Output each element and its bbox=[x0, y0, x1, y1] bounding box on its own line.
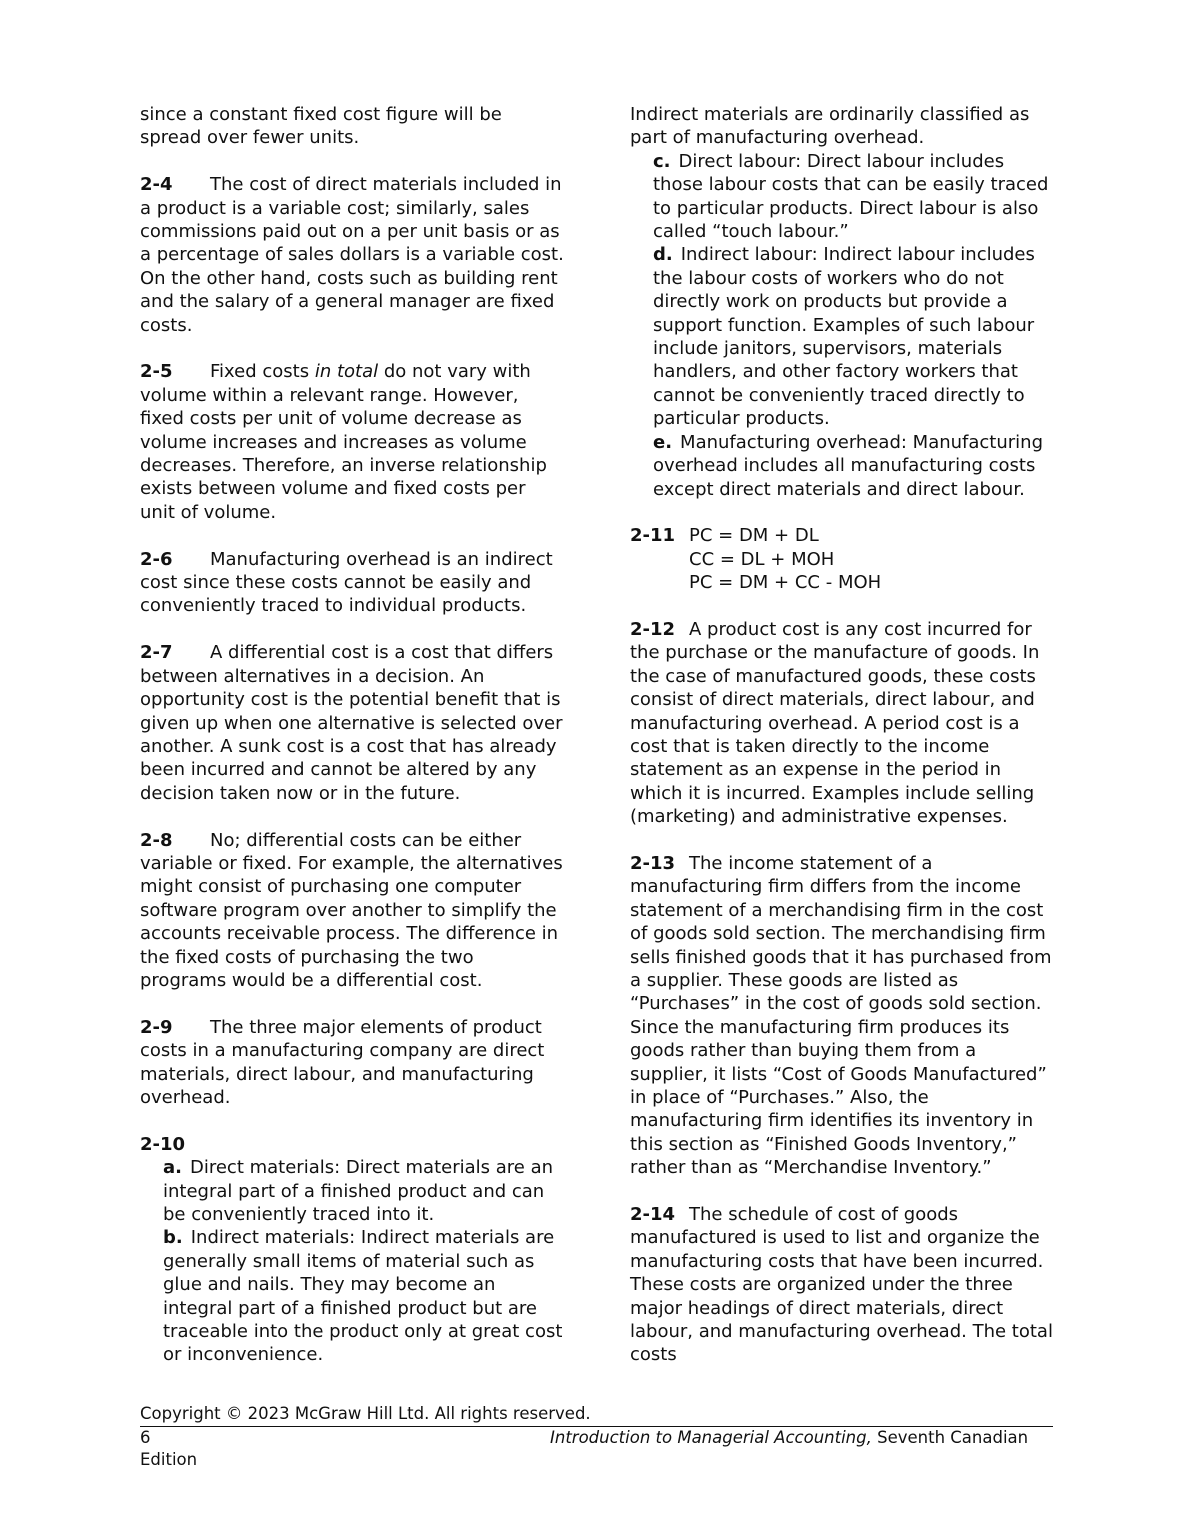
answer-text: The income statement of a manufacturing firm differs from the income statement of a merchandising firm in the cost of goods sold section. The merchandising firm sells finished goods that it has purchased from a supplier. These goods are listed as “Purchases” in the cost of goods sold section. Since the manufacturing firm produces its goods rather than buying them from a supplier, it lists “Cost of Goods Manufactured” in place of “Purchases.” Also, the manufacturing firm identifies its inventory in this section as “Finished Goods Inventory,” rather than as “Merchandise Inventory.” bbox=[630, 852, 1052, 1179]
formula-line: CC = DL + MOH bbox=[689, 548, 835, 570]
answer-2-5 bbox=[140, 360, 565, 524]
item-text: Indirect labour: Indirect labour includes the labour costs of workers who do not directly work on products but provide a support function. Examples of such labour include janitors, supervisors, materials handlers, and other factory workers that cannot be conveniently traced directly to particular products. bbox=[653, 244, 1035, 430]
answer-number: 2-8 bbox=[140, 829, 173, 851]
intro-continuation: since a constant fixed cost figure will be spread over fewer units. bbox=[140, 104, 502, 149]
answer-2-11 bbox=[630, 524, 1058, 594]
page-footer bbox=[140, 1403, 1053, 1471]
answer-text: The cost of direct materials included in a product is a variable cost; similarly, sales commissions paid out on a per unit basis or as a percentage of sales dollars is a variable cost. On the other hand, costs such as building rent and the salary of a general manager are fixed costs. bbox=[140, 174, 564, 336]
book-title-line bbox=[550, 1427, 1028, 1449]
formula-line: PC = DM + CC - MOH bbox=[689, 572, 882, 594]
answer-2-9 bbox=[140, 1016, 565, 1110]
answer-2-10-heading: 2-10 bbox=[140, 1133, 186, 1155]
answer-text: A differential cost is a cost that differs between alternatives in a decision. An opportunity cost is the potential benefit that is given up when one alternative is selected over another. A sunk cost is a cost that has already been incurred and cannot be altered by any decision taken now or in the future. bbox=[140, 642, 563, 804]
answer-number: 2-11 bbox=[630, 525, 676, 547]
answer-text: The three major elements of product costs in a manufacturing company are direct materials, direct labour, and manufacturing overhead. bbox=[140, 1016, 545, 1108]
item-text: Direct labour: Direct labour includes those labour costs that can be easily traced to particular products. Direct labour is also called “touch labour.” bbox=[653, 150, 1049, 243]
item-letter: e. bbox=[653, 431, 673, 453]
page-number: 6 bbox=[140, 1428, 151, 1447]
answer-text: No; differential costs can be either variable or fixed. For example, the alternatives might consist of purchasing one computer software program over another to simplify the accounts receivable process. The difference in the fixed costs of purchasing the two programs would be a differential cost. bbox=[140, 829, 563, 991]
item-text: Manufacturing overhead: Manufacturing overhead includes all manufacturing costs except direct materials and direct labour. bbox=[653, 431, 1043, 500]
answer-2-10-d bbox=[630, 243, 1058, 430]
book-title: Introduction to Managerial Accounting, bbox=[550, 1428, 872, 1447]
answer-number: 2-6 bbox=[140, 548, 173, 570]
answer-2-12 bbox=[630, 618, 1058, 829]
answer-number: 2-4 bbox=[140, 174, 173, 196]
answer-text: do not vary with volume within a relevant range. However, fixed costs per unit of volume decrease as volume increases and increases as volume decreases. Therefore, an inverse relationship exists between volume and fixed costs per unit of volume. bbox=[140, 361, 547, 523]
book-edition-continued: Edition bbox=[140, 1450, 198, 1469]
answer-number: 2-9 bbox=[140, 1016, 173, 1038]
answer-2-10-e bbox=[630, 431, 1058, 501]
formula-line: PC = DM + DL bbox=[689, 525, 819, 547]
answer-text: The schedule of cost of goods manufactured is used to list and organize the manufacturing costs that have been incurred. These costs are organized under the three major headings of direct materials, direct labour, and manufacturing overhead. The total costs bbox=[630, 1204, 1053, 1366]
answer-2-14 bbox=[630, 1203, 1058, 1367]
answer-2-8 bbox=[140, 829, 565, 993]
item-letter: c. bbox=[653, 150, 671, 172]
answer-2-7 bbox=[140, 641, 565, 805]
answer-text: Fixed costs bbox=[210, 361, 315, 383]
left-column bbox=[140, 103, 565, 1367]
right-column bbox=[630, 103, 1058, 1367]
answer-2-13 bbox=[630, 852, 1058, 1180]
answer-emphasis: in total bbox=[314, 361, 379, 383]
answer-2-10-a bbox=[140, 1156, 565, 1226]
answer-2-10-b bbox=[140, 1226, 565, 1366]
answer-number: 2-13 bbox=[630, 852, 676, 874]
answer-2-6 bbox=[140, 548, 565, 618]
answer-2-10-c bbox=[630, 150, 1058, 244]
answer-number: 2-7 bbox=[140, 642, 173, 664]
item-text: Indirect materials: Indirect materials are generally small items of material such as glue and nails. They may become an integral part of a finished product but are traceable into the product only at great cost or inconvenience. bbox=[163, 1227, 563, 1366]
answer-text: Manufacturing overhead is an indirect cost since these costs cannot be easily and conveniently traced to individual products. bbox=[140, 548, 553, 617]
answer-number: 2-14 bbox=[630, 1204, 676, 1226]
answer-2-10-continuation: Indirect materials are ordinarily classified as part of manufacturing overhead. bbox=[630, 104, 1030, 149]
answer-text: A product cost is any cost incurred for the purchase or the manufacture of goods. In the case of manufactured goods, these costs consist of direct materials, direct labour, and manufacturing overhead. A period cost is a cost that is taken directly to the income statement as an expense in the period in which it is incurred. Examples include selling (marketing) and administrative expenses. bbox=[630, 618, 1040, 828]
item-letter: d. bbox=[653, 244, 673, 266]
item-letter: a. bbox=[163, 1157, 182, 1179]
answer-2-4 bbox=[140, 173, 565, 337]
item-letter: b. bbox=[163, 1227, 183, 1249]
formula-lines bbox=[689, 524, 881, 594]
book-edition: Seventh Canadian bbox=[871, 1428, 1029, 1447]
answer-number: 2-12 bbox=[630, 618, 676, 640]
item-text: Direct materials: Direct materials are an integral part of a finished product and can be conveniently traced into it. bbox=[163, 1157, 554, 1225]
footer-row bbox=[140, 1427, 1053, 1449]
answer-number: 2-5 bbox=[140, 361, 173, 383]
copyright-notice: Copyright © 2023 McGraw Hill Ltd. All rights reserved. bbox=[140, 1404, 591, 1423]
